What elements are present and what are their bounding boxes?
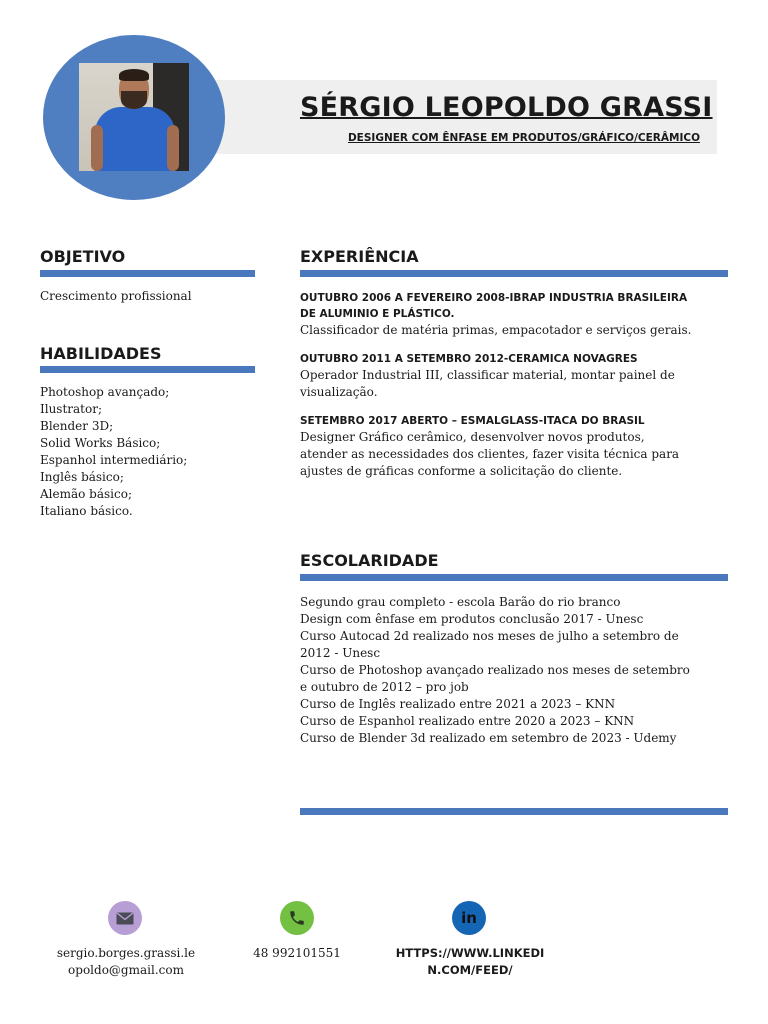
- list-item: Solid Works Básico;: [40, 436, 161, 450]
- list-item: Curso de Blender 3d realizado em setembro de 2023 - Udemy: [300, 731, 677, 745]
- experience-divider: [300, 270, 728, 277]
- avatar: [43, 35, 225, 200]
- job-description: atender as necessidades dos clientes, fazer visita técnica para: [300, 447, 680, 461]
- skills-list: [40, 384, 187, 520]
- job-entry: [300, 413, 691, 480]
- list-item: Alemão básico;: [40, 487, 132, 501]
- skills-title: HABILIDADES: [40, 344, 162, 363]
- job-heading: SETEMBRO 2017 ABERTO – ESMALGLASS-ITACA DO BRASIL: [300, 415, 645, 427]
- list-item: Curso Autocad 2d realizado nos meses de julho a setembro de: [300, 629, 679, 643]
- experience-list: [300, 290, 691, 480]
- bottom-divider: [300, 808, 728, 815]
- education-divider: [300, 574, 728, 581]
- list-item: Design com ênfase em produtos conclusão 2017 - Unesc: [300, 612, 644, 626]
- objective-title: OBJETIVO: [40, 247, 126, 266]
- job-description: Designer Gráfico cerâmico, desenvolver novos produtos,: [300, 430, 645, 444]
- objective-divider: [40, 270, 255, 277]
- job-description: Classificador de matéria primas, empacotador e serviços gerais.: [300, 323, 692, 337]
- list-item: Curso de Inglês realizado entre 2021 a 2023 – KNN: [300, 697, 616, 711]
- list-item: Blender 3D;: [40, 419, 114, 433]
- job-heading: DE ALUMINIO E PLÁSTICO.: [300, 308, 455, 320]
- job-description: Operador Industrial III, classificar material, montar painel de: [300, 368, 675, 382]
- job-description: visualização.: [300, 385, 378, 399]
- list-item: Inglês básico;: [40, 470, 124, 484]
- skills-divider: [40, 366, 255, 373]
- candidate-name: SÉRGIO LEOPOLDO GRASSI: [300, 92, 713, 123]
- phone-icon[interactable]: [280, 901, 314, 935]
- job-description: ajustes de gráficas conforme a solicitação do cliente.: [300, 464, 623, 478]
- job-heading: OUTUBRO 2006 A FEVEREIRO 2008-IBRAP INDUSTRIA BRASILEIRA: [300, 292, 688, 304]
- job-heading: OUTUBRO 2011 A SETEMBRO 2012-CERAMICA NOVAGRES: [300, 353, 638, 365]
- phone-text[interactable]: 48 992101551: [253, 946, 341, 960]
- list-item: e outubro de 2012 – pro job: [300, 680, 469, 694]
- objective-text: Crescimento profissional: [40, 289, 192, 303]
- job-entry: [300, 351, 691, 401]
- list-item: Segundo grau completo - escola Barão do rio branco: [300, 595, 621, 609]
- candidate-subtitle: DESIGNER COM ÊNFASE EM PRODUTOS/GRÁFICO/CERÂMICO: [347, 132, 700, 144]
- education-title: ESCOLARIDADE: [300, 551, 439, 570]
- envelope-icon[interactable]: [108, 901, 142, 935]
- email-text[interactable]: sergio.borges.grassi.le opoldo@gmail.com: [56, 946, 196, 977]
- linkedin-link[interactable]: HTTPS://WWW.LINKEDI N.COM/FEED/: [395, 946, 545, 977]
- list-item: Curso de Photoshop avançado realizado nos meses de setembro: [300, 663, 690, 677]
- list-item: 2012 - Unesc: [300, 646, 381, 660]
- experience-title: EXPERIÊNCIA: [300, 247, 419, 266]
- job-entry: [300, 290, 691, 339]
- list-item: Ilustrator;: [40, 402, 103, 416]
- list-item: Espanhol intermediário;: [40, 453, 188, 467]
- list-item: Italiano básico.: [40, 504, 133, 518]
- list-item: Photoshop avançado;: [40, 385, 170, 399]
- profile-photo: [79, 63, 189, 171]
- list-item: Curso de Espanhol realizado entre 2020 a 2023 – KNN: [300, 714, 635, 728]
- linkedin-icon[interactable]: in: [452, 901, 486, 935]
- education-list: [300, 594, 690, 747]
